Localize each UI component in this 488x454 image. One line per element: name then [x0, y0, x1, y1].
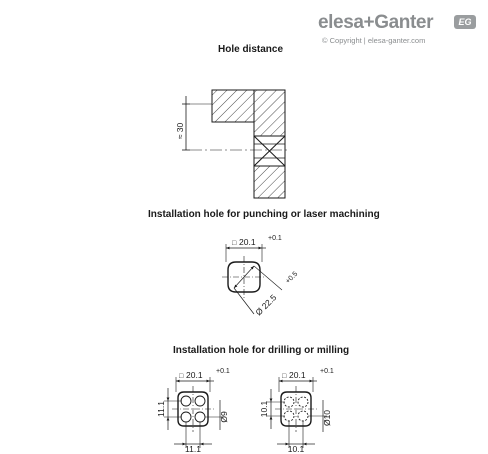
brand-name: elesa+Ganter — [318, 12, 434, 33]
wall-lower — [254, 166, 285, 198]
drilling-left-drawing — [156, 368, 230, 454]
drill-left-bottom-text: 11.1 — [185, 444, 201, 454]
wall-upper — [254, 90, 285, 136]
punch-diameter-text: Ø 22.5 — [253, 292, 279, 318]
drill-right-square-symbol: □ — [282, 373, 287, 380]
drill-right-bottom-text: 10.1 — [287, 444, 305, 454]
drilling-right-drawing — [259, 368, 334, 454]
drill-left-width-text: 20.1 — [186, 370, 203, 380]
drill-left-side-text: 11.1 — [156, 401, 166, 417]
drill-right-diameter-text: Ø10 — [322, 409, 332, 427]
drill-right-width-text: 20.1 — [289, 370, 306, 380]
brand-badge: EG — [454, 15, 476, 29]
drill-left-square-symbol: □ — [179, 373, 184, 380]
drill-left-width-tol: +0.1 — [216, 368, 230, 375]
hole-distance-drawing — [175, 90, 290, 198]
punch-square-symbol: □ — [232, 240, 237, 247]
upper-plate — [212, 90, 254, 122]
punching-drawing — [222, 235, 299, 317]
punch-diameter-tol: +0.5 — [284, 270, 300, 286]
brand-copyright: © Copyright | elesa-ganter.com — [322, 36, 426, 45]
punch-width-tol: +0.1 — [268, 235, 282, 242]
hole-distance-title: Hole distance — [218, 44, 284, 55]
punch-width-text: 20.1 — [239, 237, 256, 247]
drill-right-width-tol: +0.1 — [320, 368, 334, 375]
punching-title: Installation hole for punching or laser machining — [148, 209, 380, 220]
drill-left-diameter-text: Ø9 — [219, 411, 229, 423]
distance-dim-text: ≈ 30 — [175, 122, 185, 140]
drill-right-side-text: 10.1 — [259, 400, 269, 418]
drilling-title: Installation hole for drilling or milling — [173, 345, 350, 356]
